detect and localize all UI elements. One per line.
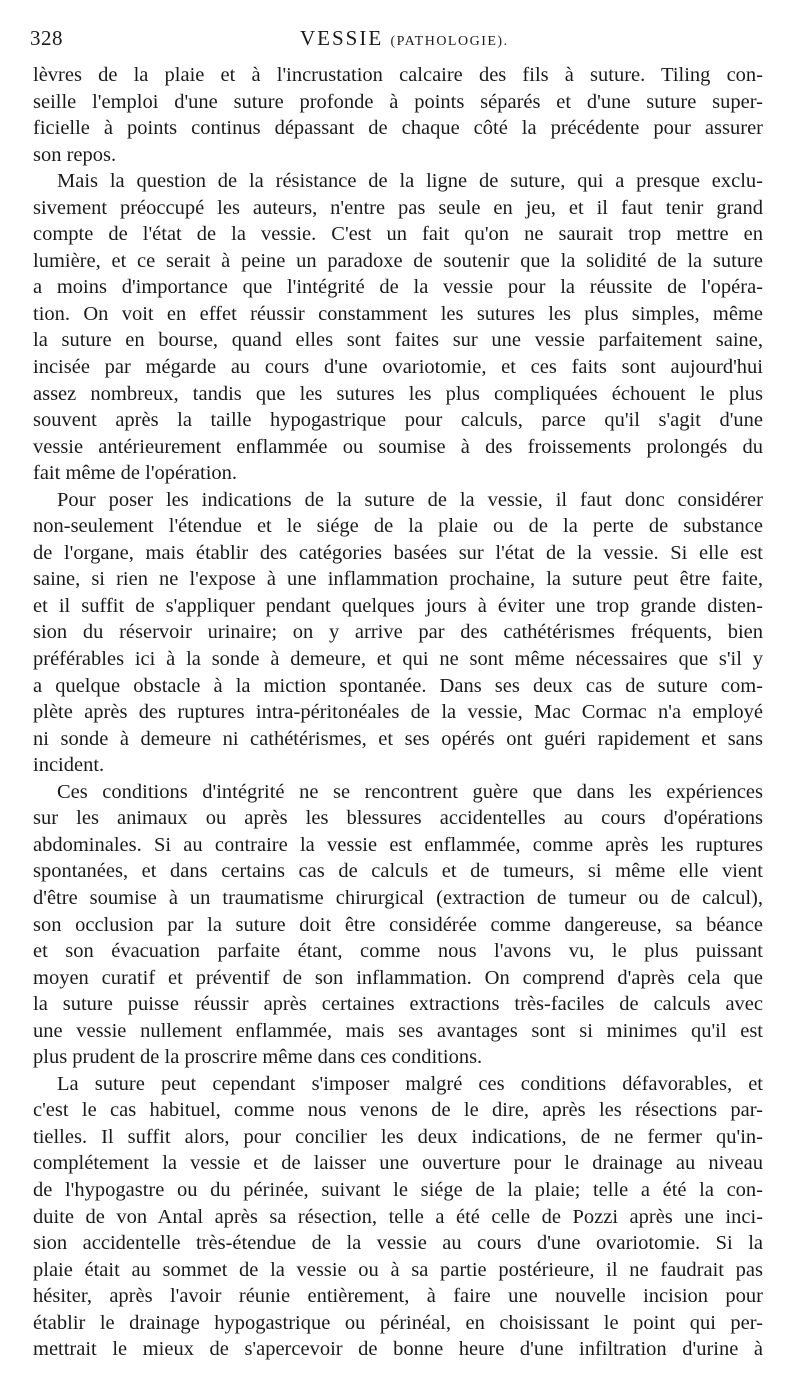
text-line: Pour poser les indications de la suture de la vessie, il faut donc considérer bbox=[57, 488, 763, 511]
text-line: ficielle à points continus dépassant de chaque côté la précédente pour assurer bbox=[33, 117, 763, 140]
text-line: et il suffit de s'appliquer pendant quelques jours à éviter une trop grande disten- bbox=[33, 594, 763, 617]
text-line: Ces conditions d'intégrité ne se rencontrent guère que dans les expériences bbox=[57, 780, 763, 803]
text-line: fait même de l'opération. bbox=[33, 462, 238, 485]
text-line: tielles. Il suffit alors, pour concilier les deux indications, de ne fermer qu'in- bbox=[33, 1125, 763, 1148]
text-line: Mais la question de la résistance de la ligne de suture, qui a presque exclu- bbox=[57, 170, 763, 193]
paragraph bbox=[33, 62, 763, 168]
body-text bbox=[33, 62, 763, 1363]
text-line: incident. bbox=[33, 754, 105, 777]
text-line: préférables ici à la sonde à demeure, et qui ne sont même nécessaires que s'il y bbox=[33, 648, 763, 671]
text-line: complétement la vessie et de laisser une ouverture pour le drainage au niveau bbox=[33, 1152, 763, 1175]
running-title-main: VESSIE bbox=[300, 26, 384, 50]
paragraph bbox=[33, 779, 763, 1071]
paragraph bbox=[33, 487, 763, 779]
text-line: c'est le cas habituel, comme nous venons de le dire, après les résections par- bbox=[33, 1099, 763, 1122]
text-line: mettrait le mieux de s'apercevoir de bonne heure d'une infiltration d'urine à bbox=[33, 1338, 763, 1361]
text-line: la suture puisse réussir après certaines extractions très-faciles de calculs avec bbox=[33, 993, 763, 1016]
text-line: plus prudent de la proscrire même dans ces conditions. bbox=[33, 1046, 483, 1069]
running-head bbox=[30, 26, 790, 58]
text-line: de l'hypogastre ou du périnée, suivant le siége de la plaie; telle a été la con- bbox=[33, 1178, 763, 1201]
text-line: et son évacuation parfaite étant, comme nous l'avons vu, le plus puissant bbox=[33, 940, 763, 963]
text-line: ni sonde à demeure ni cathétérismes, et ses opérés ont guéri rapidement et sans bbox=[33, 727, 763, 750]
text-line: vessie antérieurement enflammée ou soumise à des froissements prolongés du bbox=[33, 435, 763, 458]
text-line: de l'organe, mais établir des catégories basées sur l'état de la vessie. Si elle est bbox=[33, 541, 763, 564]
running-title bbox=[300, 26, 509, 51]
text-line: a quelque obstacle à la miction spontanée. Dans ses deux cas de suture com- bbox=[33, 674, 763, 697]
text-line: saine, si rien ne l'expose à une inflammation prochaine, la suture peut être faite, bbox=[33, 568, 763, 591]
text-line: La suture peut cependant s'imposer malgré ces conditions défavorables, et bbox=[57, 1072, 763, 1095]
text-line: lumière, et ce serait à peine un paradoxe de soutenir que la solidité de la suture bbox=[33, 249, 763, 272]
text-line: tion. On voit en effet réussir constamment les sutures les plus simples, même bbox=[33, 302, 763, 325]
text-line: établir le drainage hypogastrique ou périnéal, en choisissant le point qui per- bbox=[33, 1311, 763, 1334]
text-line: hésiter, après l'avoir réunie entièrement, à faire une nouvelle incision pour bbox=[33, 1285, 763, 1308]
text-line: lèvres de la plaie et à l'incrustation calcaire des fils à suture. Tiling con- bbox=[33, 64, 763, 86]
text-line: d'être soumise à un traumatisme chirurgical (extraction de tumeur ou de calcul), bbox=[33, 886, 763, 909]
text-line: non-seulement l'étendue et le siége de la plaie ou de la perte de substance bbox=[33, 515, 763, 538]
text-line: compte de l'état de la vessie. C'est un fait qu'on ne saurait trop mettre en bbox=[33, 223, 763, 246]
text-line: spontanées, et dans certains cas de calculs et de tumeurs, si même elle vient bbox=[33, 860, 763, 883]
paragraph bbox=[33, 1071, 763, 1363]
text-line: sivement préoccupé les auteurs, n'entre pas seule en jeu, et il faut tenir grand bbox=[33, 196, 763, 219]
text-line: duite de von Antal après sa résection, telle a été celle de Pozzi après une inci- bbox=[33, 1205, 763, 1228]
text-line: plaie était au sommet de la vessie ou à sa partie postérieure, il ne faudrait pas bbox=[33, 1258, 763, 1281]
text-line: seille l'emploi d'une suture profonde à points séparés et d'une suture super- bbox=[33, 90, 763, 113]
paragraph bbox=[33, 168, 763, 487]
text-line: souvent après la taille hypogastrique pour calculs, parce qu'il s'agit d'une bbox=[33, 409, 763, 432]
text-line: la suture en bourse, quand elles sont faites sur une vessie parfaitement saine, bbox=[33, 329, 763, 352]
text-line: moyen curatif et préventif de son inflammation. On comprend d'après cela que bbox=[33, 966, 763, 989]
text-line: sur les animaux ou après les blessures accidentelles au cours d'opérations bbox=[33, 807, 763, 830]
text-line: abdominales. Si au contraire la vessie est enflammée, comme après les ruptures bbox=[33, 833, 763, 856]
text-line: son occlusion par la suture doit être considérée comme dangereuse, sa béance bbox=[33, 913, 763, 936]
text-line: sion du réservoir urinaire; on y arrive par des cathétérismes fréquents, bien bbox=[33, 621, 763, 644]
text-line: une vessie nullement enflammée, mais ses avantages sont si minimes qu'il est bbox=[33, 1019, 763, 1042]
text-line: incisée par mégarde au cours d'une ovariotomie, et ces faits sont aujourd'hui bbox=[33, 356, 763, 379]
text-line: son repos. bbox=[33, 143, 117, 166]
running-title-sub: (PATHOLOGIE). bbox=[390, 34, 509, 49]
text-line: sion accidentelle très-étendue de la vessie au cours d'une ovariotomie. Si la bbox=[33, 1232, 763, 1255]
text-line: assez nombreux, tandis que les sutures les plus compliquées échouent le plus bbox=[33, 382, 763, 405]
page-number: 328 bbox=[30, 26, 63, 50]
text-line: plète après des ruptures intra-péritonéales de la vessie, Mac Cormac n'a employé bbox=[33, 701, 763, 724]
text-line: a moins d'importance que l'intégrité de la vessie pour la réussite de l'opéra- bbox=[33, 276, 763, 299]
